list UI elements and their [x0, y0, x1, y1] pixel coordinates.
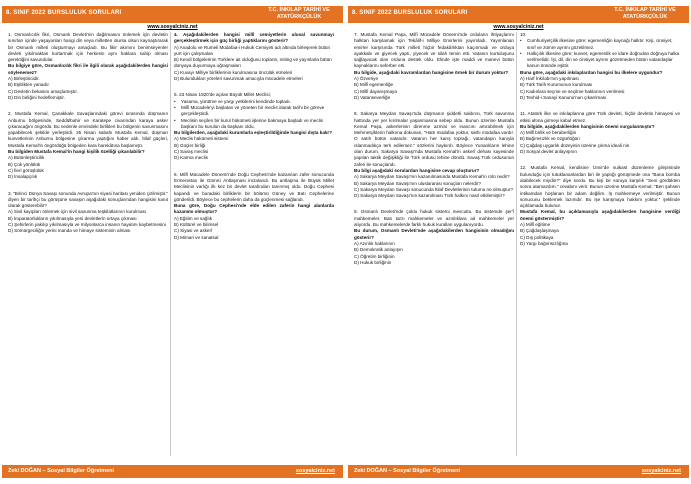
question-text: 3. "Birinci Dünya Savaşı sonunda Avrupa'nın siyasi haritası yeniden çizilmiştir." diyen bir tarihçi bu görüşüne savaşın aşağıdaki sonuçlarından hangisini kanıt olarak gösterebilir? [8, 190, 168, 209]
question-text: 10. [520, 32, 527, 37]
question-stem: Buna göre, aşağıdaki inkılaplardan hangisi bu ilkelere uygundur? [520, 69, 663, 75]
bullet-list [174, 99, 334, 130]
answer-option: B) Kültürel ve bilimsel [174, 222, 219, 228]
answer-option: D) Mimari ve sanatsal [174, 234, 219, 240]
page-header [348, 6, 689, 23]
question-text: 12. Mustafa Kemal, kendisine İzmir'de suikast düzenleme girişiminde bulunduğu için tutuklananlardan biri ile yaptığı görüşmede ona "Bana bomba atabilecek miydin?" diye sordu. Bu kişi bir soruya karşılık "Seni gördükten sonra atamazdım." cevabını verir. Bunun üzerine Mustafa Kemal: "Ben şahsen intikamdan hoşlanan bir adam değilim. İş mahkemeye verilmiştir. Bunun sonucunu beklemek lazımdır. Bu işe karışmaya hakkım yoktur." şeklinde açıklamada bulunur. [520, 165, 680, 209]
question-text: 5. 23 Nisan 1920'de açılan Büyük Millet Meclisi; [174, 92, 271, 98]
author-name: Zeki DOĞAN – Sosyal Bilgiler Öğretmeni [8, 468, 115, 474]
question-q6 [174, 172, 334, 241]
answer-option: B) Sakarya Meydan Savaşı'nın uluslararası sonuçları nelerdir? [354, 180, 482, 186]
question-q4 [174, 32, 334, 82]
answer-option: C) Millî dayanışmaya [354, 88, 397, 94]
answer-option: A) Birleştiricidir. [8, 76, 40, 82]
question-text: 7. Mustafa Kemal Paşa, Millî Mücadele Dönemi'nde orduların ihtiyaçlarını halktan karşılamak için Tekâlif-i Milliye Emirlerini yayımladı. Yayımlanan emirler karşısında Türk milleti hiçbir fedakârlıktan kaçınmadı ve orduya ayakkabı ve giyecek yaptı, yiyecek ve silah temin etti. Vatanın kurtuluşunu sağlayacak olan orduna destek oldu. Elinde işte maddi ve manevi bütün kaynaklarını seferber etti. [354, 32, 514, 69]
question-stem: Buna göre, Doğu Cephesi'nde elde edilen zaferin hangi alanlarda kazanımı olmuştur? [174, 203, 334, 215]
question-q7 [354, 32, 514, 101]
answer-option: A) Harf İnkılabı'nın yapılması [520, 76, 579, 82]
question-stem: Bu bilgide, aşağıdakilerden hangisinin önemi vurgulanmıştır? [520, 123, 655, 129]
question-text: 9. Osmanlı Devleti'nde çoklu hukuk sistemi mevcuttu. Bu sistemde şer'î mahkemeler, Batı tarzı mahkemeler ve azınlıklara ait mahkemeler yer alıyordu. Bu mahkemelerde farklı hukuk kuralları uygulanıyordu. [354, 209, 514, 228]
answer-option: C) Sakarya Meydan Savaşı sonucunda İtilaf Devletlerinin tutumu ne olmuştur? [354, 186, 514, 192]
question-q8 [354, 111, 514, 199]
question-q10 [520, 32, 680, 101]
answer-option: D) Bulundukları yöreleri savunmak amacıyla mücadele etmeleri [174, 76, 303, 82]
question-stem: Bu bilgide, aşağıdaki kavramlardan hangisine örnek bir durum yoktur? [354, 69, 509, 75]
left-column [8, 32, 168, 456]
answer-option: C) Siyasi ve askerî [174, 228, 213, 234]
question-q12 [520, 165, 680, 247]
author-name: Zeki DOĞAN – Sosyal Bilgiler Öğretmeni [354, 468, 461, 474]
question-stem: Bu bilgi aşağıdaki sorulardan hangisine cevap oluşturur? [354, 167, 480, 173]
answer-option: D) Tevhid-i Sanayi Kanunu'nun çıkarılması [520, 94, 607, 100]
answer-option: A) Millî eğitime [520, 222, 551, 228]
answer-option: B) Çağdaşlaşmaya [520, 228, 559, 234]
answer-option: D) Karma meclis [174, 155, 208, 161]
answer-option: A) Meclis hükümeti sistemi [174, 136, 229, 142]
answer-option: D) Hukuk birliğinin [354, 259, 392, 265]
answer-option: C) Kuvayı Milliye birliklerinin kurulmasına öncülük etmeleri [174, 69, 293, 75]
site-link[interactable]: www.sosyalciniz.net [147, 24, 198, 30]
answer-option: C) Savaş meclisi [174, 149, 209, 155]
answer-option: B) Kendi bölgelerinin Türklere ait olduğunu toplantı, miting ve yayınlarla bütün dünyaya duyurmaya uğraşmaları [174, 57, 332, 69]
question-q9 [354, 209, 514, 266]
answer-option: D) Sosyal devlet anlayışının [520, 149, 577, 155]
right-column [520, 32, 680, 456]
answer-option: D) Din birliğini hedeflemiştir. [8, 94, 65, 100]
question-q2 [8, 111, 168, 180]
page-footer [2, 465, 343, 478]
right-page [348, 0, 689, 484]
answer-option: A) Sivil kayıpları önlemek için sivil savunma teşkilatlarının kurulması [8, 209, 147, 215]
answer-option: A) Sakarya Meydan Savaşı'nın kazanılmasında Mustafa Kemal'in rolü nedir? [354, 174, 510, 180]
answer-option: C) Öğretim birliğinin [354, 253, 395, 259]
answer-option: D) Yargı bağımsızlığına [520, 240, 568, 246]
question-stem: Bu bilgiye göre, Osmanlıcılık fikri ile ilgili olarak aşağıdakilerden hangisi söylenemez? [8, 63, 168, 75]
bullet-item: • Millî Mücadele'yi başlatan ve yöneten bir meclis olarak tarihi bir göreve gerçekleştirdi. [174, 105, 334, 118]
column-divider [170, 32, 171, 456]
question-stem: Bu bilgilerden, aşağıdaki kurumlarla eşleştirildiğinde hangisi dışta kalır? [174, 130, 333, 136]
page-footer [348, 465, 689, 478]
page-header [2, 6, 343, 23]
subject-title: T.C. İNKILAP TARİHİ VE ATATÜRKÇÜLÜK [614, 7, 676, 20]
answer-option: C) İleri görüşlülük [8, 167, 44, 173]
question-stem: Bu bilgiden Mustafa Kemal'in hangi kişilik özelliği çıkarılabilir? [8, 149, 145, 155]
question-q5 [174, 92, 334, 161]
answer-option: B) Türk Tarih Kurumunun kurulması [520, 82, 593, 88]
answer-option: D) İnsalapçılık [8, 174, 38, 180]
answer-option: D) Sakarya Meydan Savaşı'nın kazanılması Türk halkını nasıl etkilemiştir? [354, 193, 505, 199]
question-text: 1. Osmanlıcılık fikri, Osmanlı Devleti'nin dağılmasını önlemek için devletin sınırları içinde yaşayanları hangi din veya milletten olursa olsun kaynaştırarak bir Osmanlı milleti oluşturmayı amaçladı. Bu fikir akımını benimseyenler devleti yıkılmaktan kurtarmak için herkesin aynı haklara sahip olması gerektiğini savundular. [8, 32, 168, 63]
answer-option: A) Azınlık haklarının [354, 240, 395, 246]
answer-option: A) Anadolu ve Rumeli Müdafaa-i Hukuk Cemiyeti adı altında birleşerek bütün yurt için çalışmaları [174, 44, 331, 56]
answer-option: A) Özveriye [354, 76, 378, 82]
answer-option: B) Millî egemenliğe [354, 82, 394, 88]
column-divider [516, 32, 517, 456]
question-text: 11. Atatürk ilke ve inkılaplarına göre Türk devleti, hiçbir devletin himayesi ve etkisi altına girmeyi kabul etmez. [520, 111, 680, 123]
site-link[interactable]: www.sosyalciniz.net [493, 24, 544, 30]
subject-title: T.C. İNKILAP TARİHİ VE ATATÜRKÇÜLÜK [268, 7, 330, 20]
answer-option: C) Şehirlerin yakılıp yıkılmasıyla ve milyonlarca insanın hayatını kaybetmesini [8, 222, 166, 228]
answer-option: C) Çağdaş uygarlık düzeyinin üzerine çıkma ideali nin [520, 142, 630, 148]
left-page [2, 0, 343, 484]
bullet-list [520, 38, 680, 69]
answer-option: D) Sömürgeciliğin yerini manda ve himaye sisteminin alması [8, 228, 131, 234]
bullet-item: • Cumhuriyetçilik ilkesine göre; egemenliğin kaynağı halktır. Kişi, cinsiyet, sınıf ve zümre ayrımı gözetilmez. [520, 38, 680, 51]
exam-title: 8. SINIF 2022 BURSLULUK SORULARI [6, 10, 122, 16]
answer-option: A) Bütünleştiricilik [8, 155, 45, 161]
left-column [354, 32, 514, 456]
answer-option: B) Çok yönlülük [8, 161, 41, 167]
bullet-item: • Halkçılık ilkesine göre; kuvvet, egemenlik ve idare doğrudan doğruya halka verilmelidir. İşi, dil, din ve cinsiyet ayrımı gözetmeden bütün vatandaşlar kanun önünde eşittir. [520, 51, 680, 70]
answer-option: A) Millî birlik ve beraberliğin [520, 130, 577, 136]
answer-option: B) Demokratik anlayışın [354, 247, 403, 253]
question-text: 2. Mustafa Kemal, Çanakkale Savaşlarındaki görevi sırasında düşmanın Anburnu bölgesinde, Seddülbahir ve Karatepe civarından karaya asker çıkaracağını öngördü. Bu nedenle emrindeki birlikleri bu bölgenin savunmasını yapabilecek şekilde yerleştirdi. 25 Nisan sabahı Mustafa Kemal, düşman kuvvetlerinin Anburnu bölgesine çıkarma yaptığını haber aldı. İtilaf güçleri, Mustafa Kemal'in öngördüğü bölgeden kara harekâtına başlamıştı. [8, 111, 168, 148]
answer-option: C) Dış politikaya [520, 234, 554, 240]
bullet-item: • Yasama, yürütme ve yargı yetkilerini kendinde topladı. [174, 99, 334, 105]
answer-option: B) Bağımsızlık ve özgürlüğün [520, 136, 580, 142]
answer-option: B) Eşitlikten yanadır. [8, 82, 50, 88]
footer-site-link[interactable]: sosyalciniz.net [295, 468, 335, 474]
question-stem: 4. Aşağıdakilerden hangisi millî cemiyetlerin ulusal savunmayı gerçekleştirmek için güç birliği yaptıklarını gösterir? [174, 32, 334, 44]
question-stem: Bu durum, Osmanlı Devleti'nde aşağıdakilerden hangisinin olmadığını gösterir? [354, 228, 514, 240]
exam-title: 8. SINIF 2022 BURSLULUK SORULARI [352, 10, 468, 16]
answer-option: C) Kadınlara seçme ve seçilme haklarının verilmesi [520, 88, 625, 94]
question-q11 [520, 111, 680, 155]
question-stem: Mustafa Kemal, bu açıklamasıyla aşağıdakilerden hangisine verdiği önemi göstermiştir? [520, 209, 680, 221]
answer-option: C) Devletin bekasını amaçlamıştır. [8, 88, 78, 94]
footer-site-link[interactable]: sosyalciniz.net [641, 468, 681, 474]
right-column [174, 32, 334, 456]
answer-option: B) İmparatorlukların yıkılmasıyla yeni devletlerin ortaya çıkması [8, 215, 137, 221]
bullet-item: • Meclisin seçilen bir kurul hükümeti işlerine bakmaya başladı ve meclis başkanı bu kurulun da başkanı oldu. [174, 118, 334, 131]
question-q1 [8, 32, 168, 101]
answer-option: B) Güçler birliği [174, 142, 206, 148]
question-text: 6. Millî Mücadele Dönemi'nde Doğu Cephesi'nde kazanılan zafer sonucunda Ermenistan ile Gümrü Antlaşması imzalandı. Bu antlaşma ile Büyük Millet Meclisinin varlığı ilk kez bir devlet tarafından tanınmış oldu. Doğu Cephesi kapandı ve buradaki birliklerin bir bölümü Güney ve Batı Cephelerine gönderildi. Böylece bu cephelerin daha da güçlenmesi sağlandı. [174, 171, 334, 202]
question-text: 8. Sakarya Meydan Savaşı'nda düşmanın şiddetli saldırısı, Türk savunma hattında yer yer kırılmalar yaşanmasına sebep oldu. Bunun üzerine Mustafa Kemal Paşa, askerlerinin direnme azmini ve inancını artırabilmek için Mehmetçiklerin halkıma dokunan, "Hattı müdafaa yoktur, sathı müdafaa vardır. O satıh bütün vatandır. Vatanın her karış toprağı, vatandaşın kanıyla ıslanmadıkça terk edilemez." sözlerini haykırdı. Böylece Yunanlıların lehine olan durum, Sakarya Savaşı'nda Mustafa Kemal'in askerî dehası sayesinde yapılan taktik değişikliği ile Türk ordusu lehine döndü. Savaş Türk ordusunun zaferi ile sonuçlandı. [354, 111, 514, 167]
answer-option: A) Eğitim ve sağlık [174, 215, 213, 221]
question-q3 [8, 191, 168, 235]
answer-option: D) Vatanseverliğe [354, 94, 391, 100]
